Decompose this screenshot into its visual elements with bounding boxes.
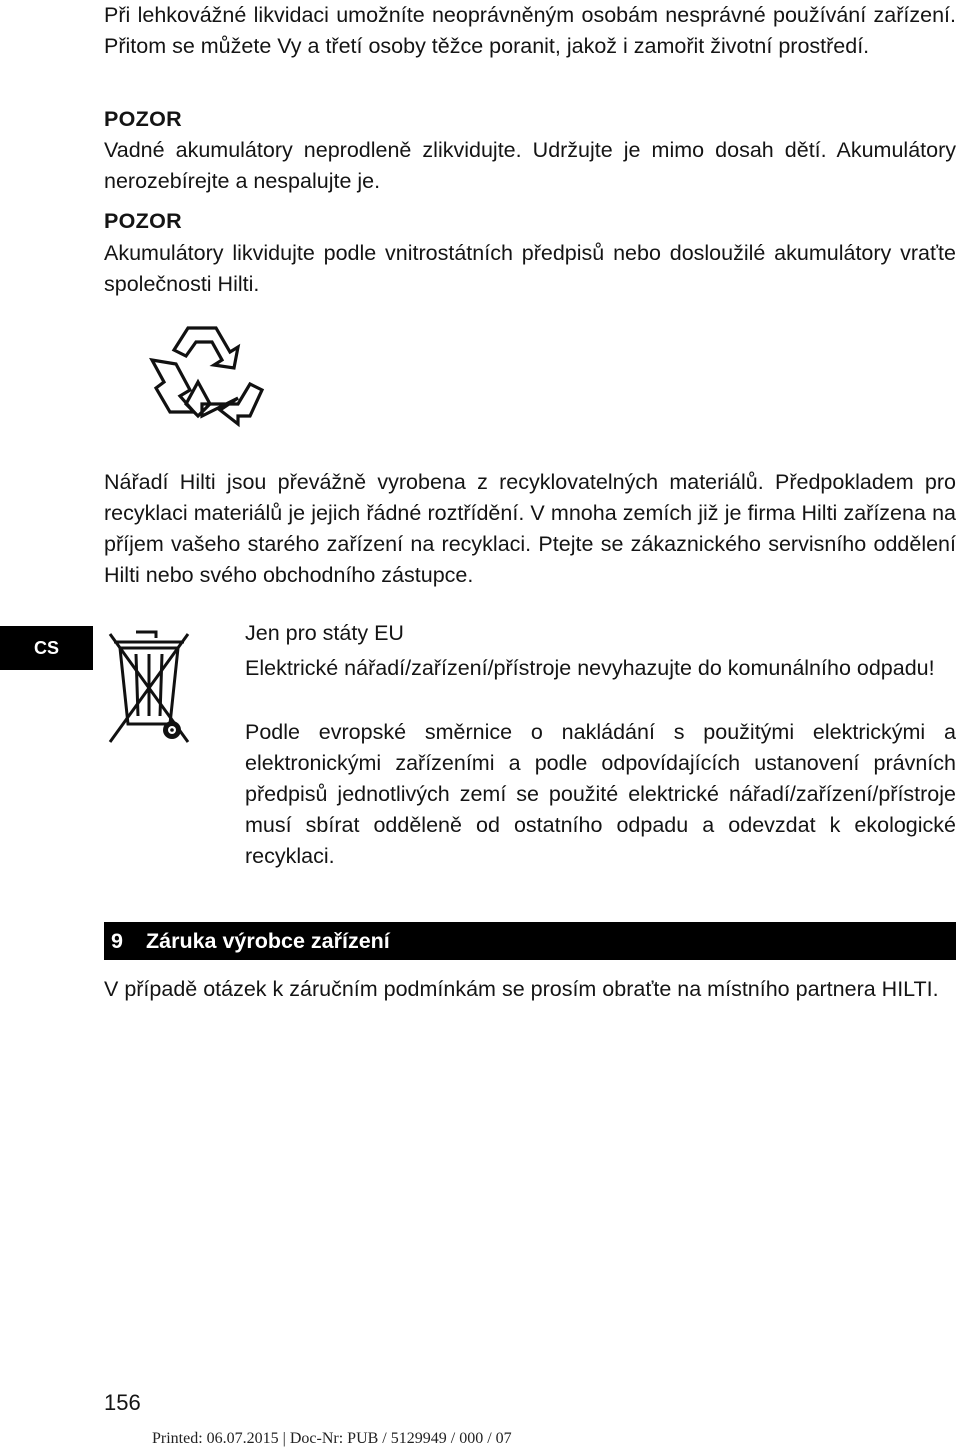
intro-paragraph: Při lehkovážné likvidaci umožníte neoprávněným osobám nesprávné používání zařízení. Přitom se můžete Vy a třetí osoby těžce poranit, jakož i zamořit životní prostředí.: [104, 3, 956, 58]
section-title: Záruka výrobce zařízení: [146, 928, 390, 953]
recycling-paragraph: Nářadí Hilti jsou převážně vyrobena z recyklovatelných materiálů. Předpokladem pro recyklaci materiálů je jejich řádné roztřídění. V mnoha zemích již je firma Hilti zařízena na příjem vašeho starého zařízení na recyklaci. Ptejte se zákaznického servisního oddělení Hilti nebo svého obchodního zástupce.: [104, 470, 956, 587]
section-number: 9: [111, 928, 123, 953]
section-heading: [104, 922, 956, 960]
page-number: 156: [104, 1390, 141, 1415]
weee-directive: Podle evropské směrnice o nakládání s použitými elektrickými a elektronickými zařízeními a podle odpovídajících ustanovení právních předpisů jednotlivých zemí se použité elektrické nářadí/zařízení/přístroje musí sbírat odděleně od ostatního odpadu a odevzdat k ekologické recyklaci.: [245, 720, 956, 868]
weee-warning: Elektrické nářadí/zařízení/přístroje nevyhazujte do komunálního odpadu!: [245, 656, 935, 680]
print-footer: Printed: 06.07.2015 | Doc-Nr: PUB / 5129949 / 000 / 07: [152, 1430, 512, 1447]
crossed-out-bin-icon: [106, 624, 192, 746]
warning-text-1: Vadné akumulátory neprodleně zlikvidujte. Udržujte je mimo dosah dětí. Akumulátory nerozebírejte a nespalujte je.: [104, 138, 956, 193]
section-paragraph: V případě otázek k záručním podmínkám se prosím obraťte na místního partnera HILTI.: [104, 977, 939, 1001]
warning-text-2: Akumulátory likvidujte podle vnitrostátních předpisů nebo dosloužilé akumulátory vraťte společnosti Hilti.: [104, 241, 956, 296]
recycle-icon: [146, 320, 268, 430]
language-tab: CS: [0, 626, 93, 670]
warning-heading-1: POZOR: [104, 107, 182, 131]
warning-heading-2: POZOR: [104, 209, 182, 233]
weee-title: Jen pro státy EU: [245, 621, 404, 645]
